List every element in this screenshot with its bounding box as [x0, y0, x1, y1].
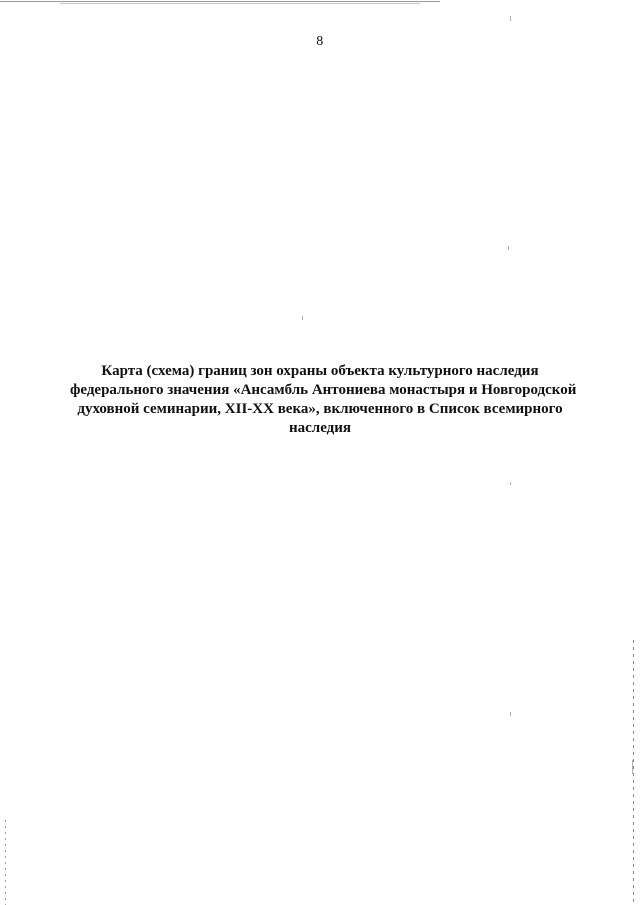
page-number: 8 — [316, 34, 324, 49]
document-title-line: духовной семинарии, XII-XX века», включенного в Список всемирного — [77, 401, 563, 417]
scan-speck — [632, 760, 633, 774]
scan-speck — [508, 246, 509, 250]
scan-speck — [302, 316, 303, 320]
scan-artifact-right-edge — [633, 640, 634, 905]
document-title-line: Карта (схема) границ зон охраны объекта культурного наследия — [101, 363, 539, 379]
scan-artifact-top-line — [60, 3, 420, 4]
scan-artifact-top-line — [0, 1, 440, 2]
scan-speck — [510, 712, 511, 716]
document-title-line: наследия — [288, 420, 352, 436]
scan-speck — [510, 482, 511, 485]
scan-speck — [510, 16, 511, 21]
scan-artifact-left-edge — [5, 820, 6, 905]
document-title — [70, 362, 577, 438]
document-title-line: федерального значения «Ансамбль Антониева монастыря и Новгородской — [70, 382, 577, 398]
